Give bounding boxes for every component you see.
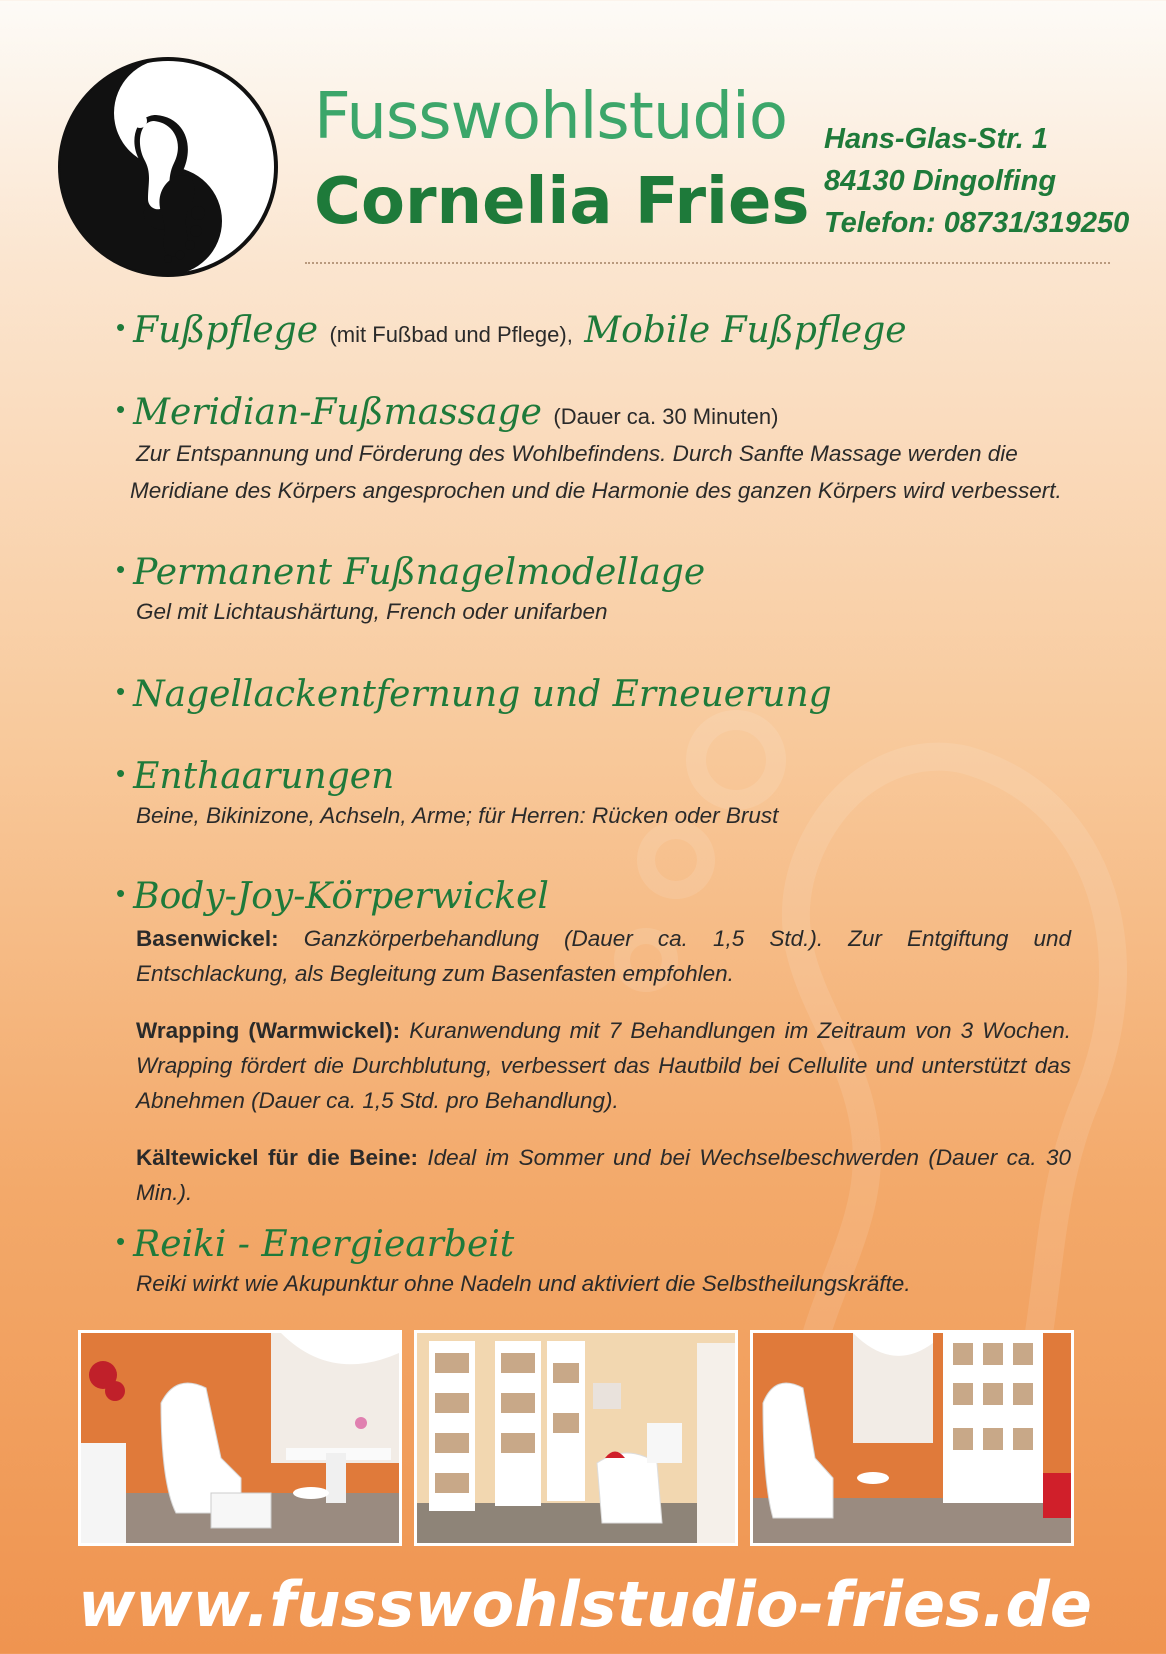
wrapping-text: Wrapping (Warmwickel): Kuranwendung mit 7 Behandlungen im Zeitraum von 3 Wochen. Wrapping fördert die Durchblutung, verbessert das Hautbild bei Cellulite und unterstützt das Abnehmen (Dauer ca. 1,5 Std. pro Behandlung). [136,1018,1071,1113]
service-title: Permanent Fußnagelmodellage [133,552,706,593]
service-description-line1: Zur Entspannung und Förderung des Wohlbefindens. Durch Sanfte Massage werden die [136,441,1018,466]
bullet: • [116,1226,126,1256]
bullet: • [116,758,126,788]
service-meridian [116,392,1062,509]
address-phone[interactable]: Telefon: 08731/319250 [824,207,1130,239]
service-title: Fußpflege [133,310,319,351]
studio-logo [56,55,280,279]
brand-name-line1: Fusswohlstudio [314,80,787,154]
service-note: (Dauer ca. 30 Minuten) [553,404,779,429]
service-nagellack [116,674,832,715]
wrapping-label: Wrapping (Warmwickel): [136,1018,401,1043]
service-note: (mit Fußbad und Pflege), [329,322,573,347]
photo-treatment-room-1 [78,1330,402,1546]
basenwickel-text: Basenwickel: Ganzkörperbehandlung (Dauer ca. 1,5 Std.). Zur Entgiftung und Entschlackung, als Begleitung zum Basenfasten empfohlen. [136,926,1071,986]
bullet: • [116,554,126,584]
service-reiki [116,1224,911,1302]
bullet: • [116,676,126,706]
basenwickel-label: Basenwickel: [136,926,279,951]
brand-name-line2: Cornelia Fries [314,165,810,239]
service-bodyjoy [116,876,1071,1210]
website-url[interactable]: www.fusswohlstudio-fries.de [78,1568,1092,1641]
photo-shelves-room [414,1330,738,1546]
service-description: Beine, Bikinizone, Achseln, Arme; für Herren: Rücken oder Brust [136,803,779,828]
service-description: Reiki wirkt wie Akupunktur ohne Nadeln und aktiviert die Selbstheilungskräfte. [136,1271,911,1296]
service-title: Meridian-Fußmassage [133,392,542,433]
service-title: Nagellackentfernung und Erneuerung [133,674,832,715]
address-street: Hans-Glas-Str. 1 [824,123,1049,155]
header-divider [305,262,1110,264]
service-title: Enthaarungen [133,756,395,797]
service-title-mobile: Mobile Fußpflege [584,310,907,351]
bullet: • [116,312,126,342]
photo-treatment-room-2 [750,1330,1074,1546]
contact-address [824,118,1129,244]
bullet: • [116,878,126,908]
service-title: Body-Joy-Körperwickel [133,876,549,917]
kaeltewickel-label: Kältewickel für die Beine: [136,1145,418,1170]
bullet: • [116,394,126,424]
service-description-line2: Meridiane des Körpers angesprochen und die Harmonie des ganzen Körpers wird verbessert. [130,478,1062,503]
service-title: Reiki - Energiearbeit [133,1224,515,1265]
service-permanent [116,552,705,630]
address-city: 84130 Dingolfing [824,165,1057,197]
kaeltewickel-text: Kältewickel für die Beine: Ideal im Sommer und bei Wechselbeschwerden (Dauer ca. 30 Min.). [136,1145,1071,1205]
service-fusspflege [116,310,907,351]
service-enthaarung [116,756,778,834]
service-description: Gel mit Lichtaushärtung, French oder unifarben [136,599,608,624]
